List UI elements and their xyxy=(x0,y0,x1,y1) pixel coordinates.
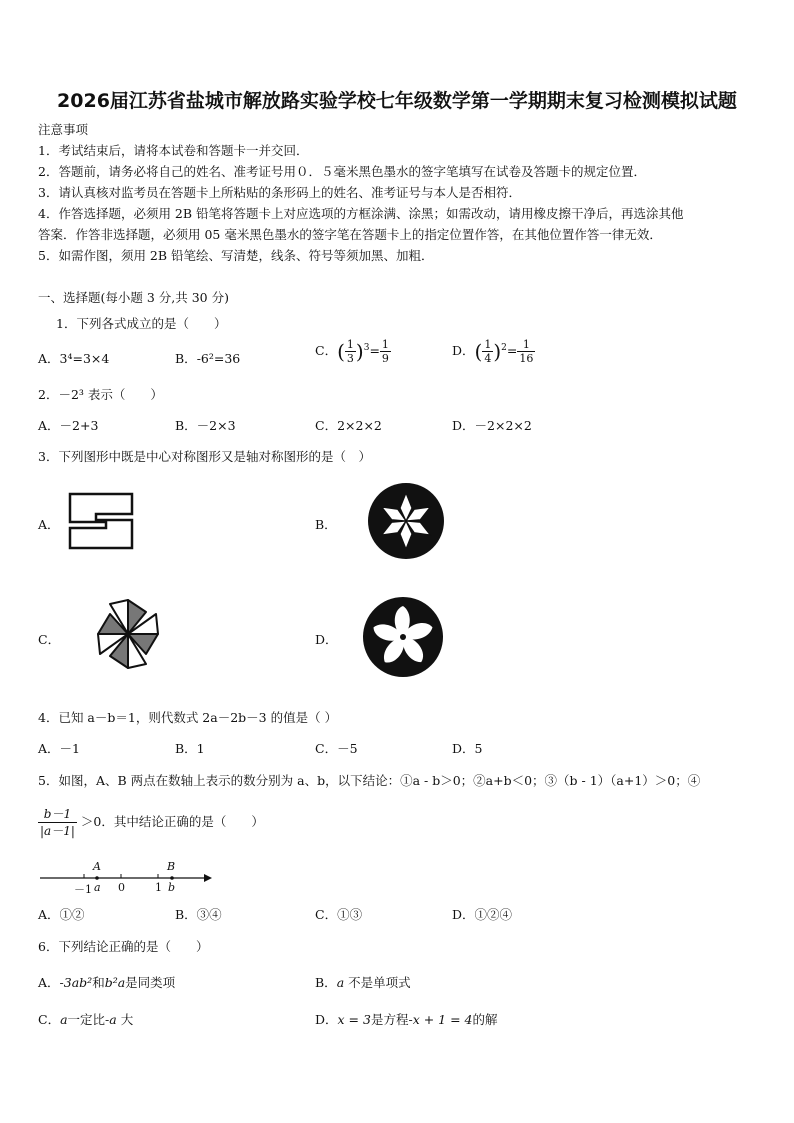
notice-item-4-cont: 答案．作答非选择题，必须用 05 毫米黑色墨水的签字笔在答题卡上的指定位置作答，在其他位置作答一律无效． xyxy=(38,227,662,242)
q1-option-c-label: C． xyxy=(315,343,338,358)
q1-c-rhs-num: 1 xyxy=(381,338,389,351)
q5-option-b: B．③④ xyxy=(175,907,222,922)
q5-number-line xyxy=(38,860,213,894)
q1-d-rhs-den: 16 xyxy=(519,352,534,365)
q1-option-d: D．( $\frac{1}{4}$ )$^2$= $\frac{1}{16}$ xyxy=(452,338,534,365)
q3-option-b: B． xyxy=(315,517,337,532)
q5-tick-minus1: －1 xyxy=(74,883,92,896)
notice-item-1: 1．考试结束后，请将本试卷和答题卡一并交回． xyxy=(38,143,309,158)
q6-option-c xyxy=(38,1010,133,1028)
q1-option-b xyxy=(175,349,240,367)
notice-item-3: 3．请认真核对监考员在答题卡上所粘贴的条形码上的姓名、准考证号与本人是否相符． xyxy=(38,185,521,200)
q1-option-b-expr: -6²=36 xyxy=(196,351,241,366)
q5-point-A-label: A xyxy=(93,860,101,873)
q1-c-rhs-den: 9 xyxy=(381,352,389,365)
q5-frac-num: b－1 xyxy=(38,806,77,823)
q4-option-d: D．5 xyxy=(452,741,483,756)
notice-heading: 注意事项 xyxy=(38,122,89,137)
q2-option-d: D．－2×2×2 xyxy=(452,418,532,433)
q1-d-rhs-num: 1 xyxy=(517,338,535,352)
q3-stem: 3．下列图形中既是中心对称图形又是轴对称图形的是（ ） xyxy=(38,449,371,464)
q6-d-equation-2: -x + 1 = 4 xyxy=(408,1012,473,1027)
q1-c-exp: 3 xyxy=(363,342,370,353)
q2-option-b: B．－2×3 xyxy=(175,418,236,433)
q1-c-frac-num: 1 xyxy=(346,338,354,351)
q1-option-d-label: D． xyxy=(452,343,475,358)
q6-a-and: 和 xyxy=(92,975,105,990)
q1-d-frac-den: 4 xyxy=(484,352,492,365)
q3-option-c: C． xyxy=(38,632,61,647)
q6-c-var-2: -a xyxy=(105,1012,117,1027)
q4-option-a: A．－1 xyxy=(38,741,80,756)
q5-point-B-label: B xyxy=(167,860,176,873)
q5-point-a-label: a xyxy=(94,881,101,894)
section-heading: 一、选择题(每小题 3 分,共 30 分) xyxy=(38,290,229,305)
q5-option-d: D．①②④ xyxy=(452,907,513,922)
q5-tick-0: 0 xyxy=(118,881,125,894)
q3-option-a: A． xyxy=(38,517,60,532)
q1-option-c: C．( $\frac{1}{3}$ )$^3$= $\frac{1}{9}$ xyxy=(315,338,389,365)
q6-b-var: a xyxy=(336,975,345,990)
q6-c-mid: 一定比 xyxy=(67,1012,106,1027)
q5-point-b-label: b xyxy=(168,881,176,894)
q1-c-frac-den: 3 xyxy=(346,352,354,365)
q6-c-suffix: 大 xyxy=(120,1012,134,1027)
q6-d-suffix: 的解 xyxy=(472,1012,498,1027)
q5-option-a: A．①② xyxy=(38,907,85,922)
q6-option-a xyxy=(38,973,175,991)
notice-item-4: 4．作答选择题，必须用 2B 铅笔将答题卡上对应选项的方框涂满、涂黑；如需改动，请用橡皮擦干净后，再选涂其他 xyxy=(38,206,684,221)
page-title: 2026届江苏省盐城市解放路实验学校七年级数学第一学期期末复习检测模拟试题 xyxy=(57,90,737,112)
q5-fraction-line xyxy=(38,806,264,839)
q2-option-c: C．2×2×2 xyxy=(315,418,382,433)
q6-a-suffix: 是同类项 xyxy=(125,975,176,990)
figure-c-pinwheel xyxy=(96,598,160,670)
q6-a-prefix: A． xyxy=(38,975,60,990)
q2-option-a: A．－2+3 xyxy=(38,418,99,433)
q3-option-d: D． xyxy=(315,632,338,647)
q5-stem: 5．如图，A、B 两点在数轴上表示的数分别为 a、b，以下结论：①a - b＞0；②a+b＜0；③（b - 1）（a+1）＞0；④ xyxy=(38,773,701,788)
q6-c-var-1: a xyxy=(60,1012,68,1027)
q6-option-b xyxy=(315,973,411,991)
q1-option-a: A．3⁴=3×4 xyxy=(38,351,110,366)
q4-stem: 4．已知 a－b＝1，则代数式 2a－2b－3 的值是（ ） xyxy=(38,710,338,725)
notice-item-2: 2．答题前，请务必将自己的姓名、准考证号用０．５毫米黑色墨水的签字笔填写在试卷及答题卡的规定位置． xyxy=(38,164,646,179)
q6-b-prefix: B． xyxy=(315,975,337,990)
q1-option-b-label: B． xyxy=(175,351,197,366)
q6-d-mid: 是方程 xyxy=(370,1012,409,1027)
q1-d-exp: 2 xyxy=(501,342,507,353)
q6-b-suffix: 不是单项式 xyxy=(348,975,411,990)
q6-stem: 6．下列结论正确的是（ ） xyxy=(38,939,209,954)
q6-a-monomial-1: -3ab² xyxy=(59,975,93,990)
q6-d-prefix: D． xyxy=(315,1012,338,1027)
figure-d-bauhinia-circle xyxy=(362,596,444,678)
q5-option-c: C．①③ xyxy=(315,907,363,922)
q1-d-frac-num: 1 xyxy=(484,338,492,351)
q2-stem: 2．－2³ 表示（ ） xyxy=(38,387,163,402)
notice-item-5: 5．如需作图，须用 2B 铅笔绘、写清楚，线条、符号等须加黑、加粗． xyxy=(38,248,434,263)
figure-a-interlock-shape xyxy=(68,492,134,550)
q1-stem: 1．下列各式成立的是（ ） xyxy=(56,316,227,331)
q5-frac-tail: ＞0．其中结论正确的是（ ） xyxy=(80,814,264,829)
q6-d-equation-1: x = 3 xyxy=(337,1012,371,1027)
q4-option-c: C．－5 xyxy=(315,741,358,756)
q6-a-monomial-2: b²a xyxy=(104,975,126,990)
q5-tick-1: 1 xyxy=(155,881,162,894)
figure-b-snowflake-circle xyxy=(367,482,445,560)
q4-option-b: B．1 xyxy=(175,741,205,756)
q6-option-d xyxy=(315,1010,498,1028)
q6-c-prefix: C． xyxy=(38,1012,61,1027)
q5-frac-den: |a－1| xyxy=(40,824,75,838)
